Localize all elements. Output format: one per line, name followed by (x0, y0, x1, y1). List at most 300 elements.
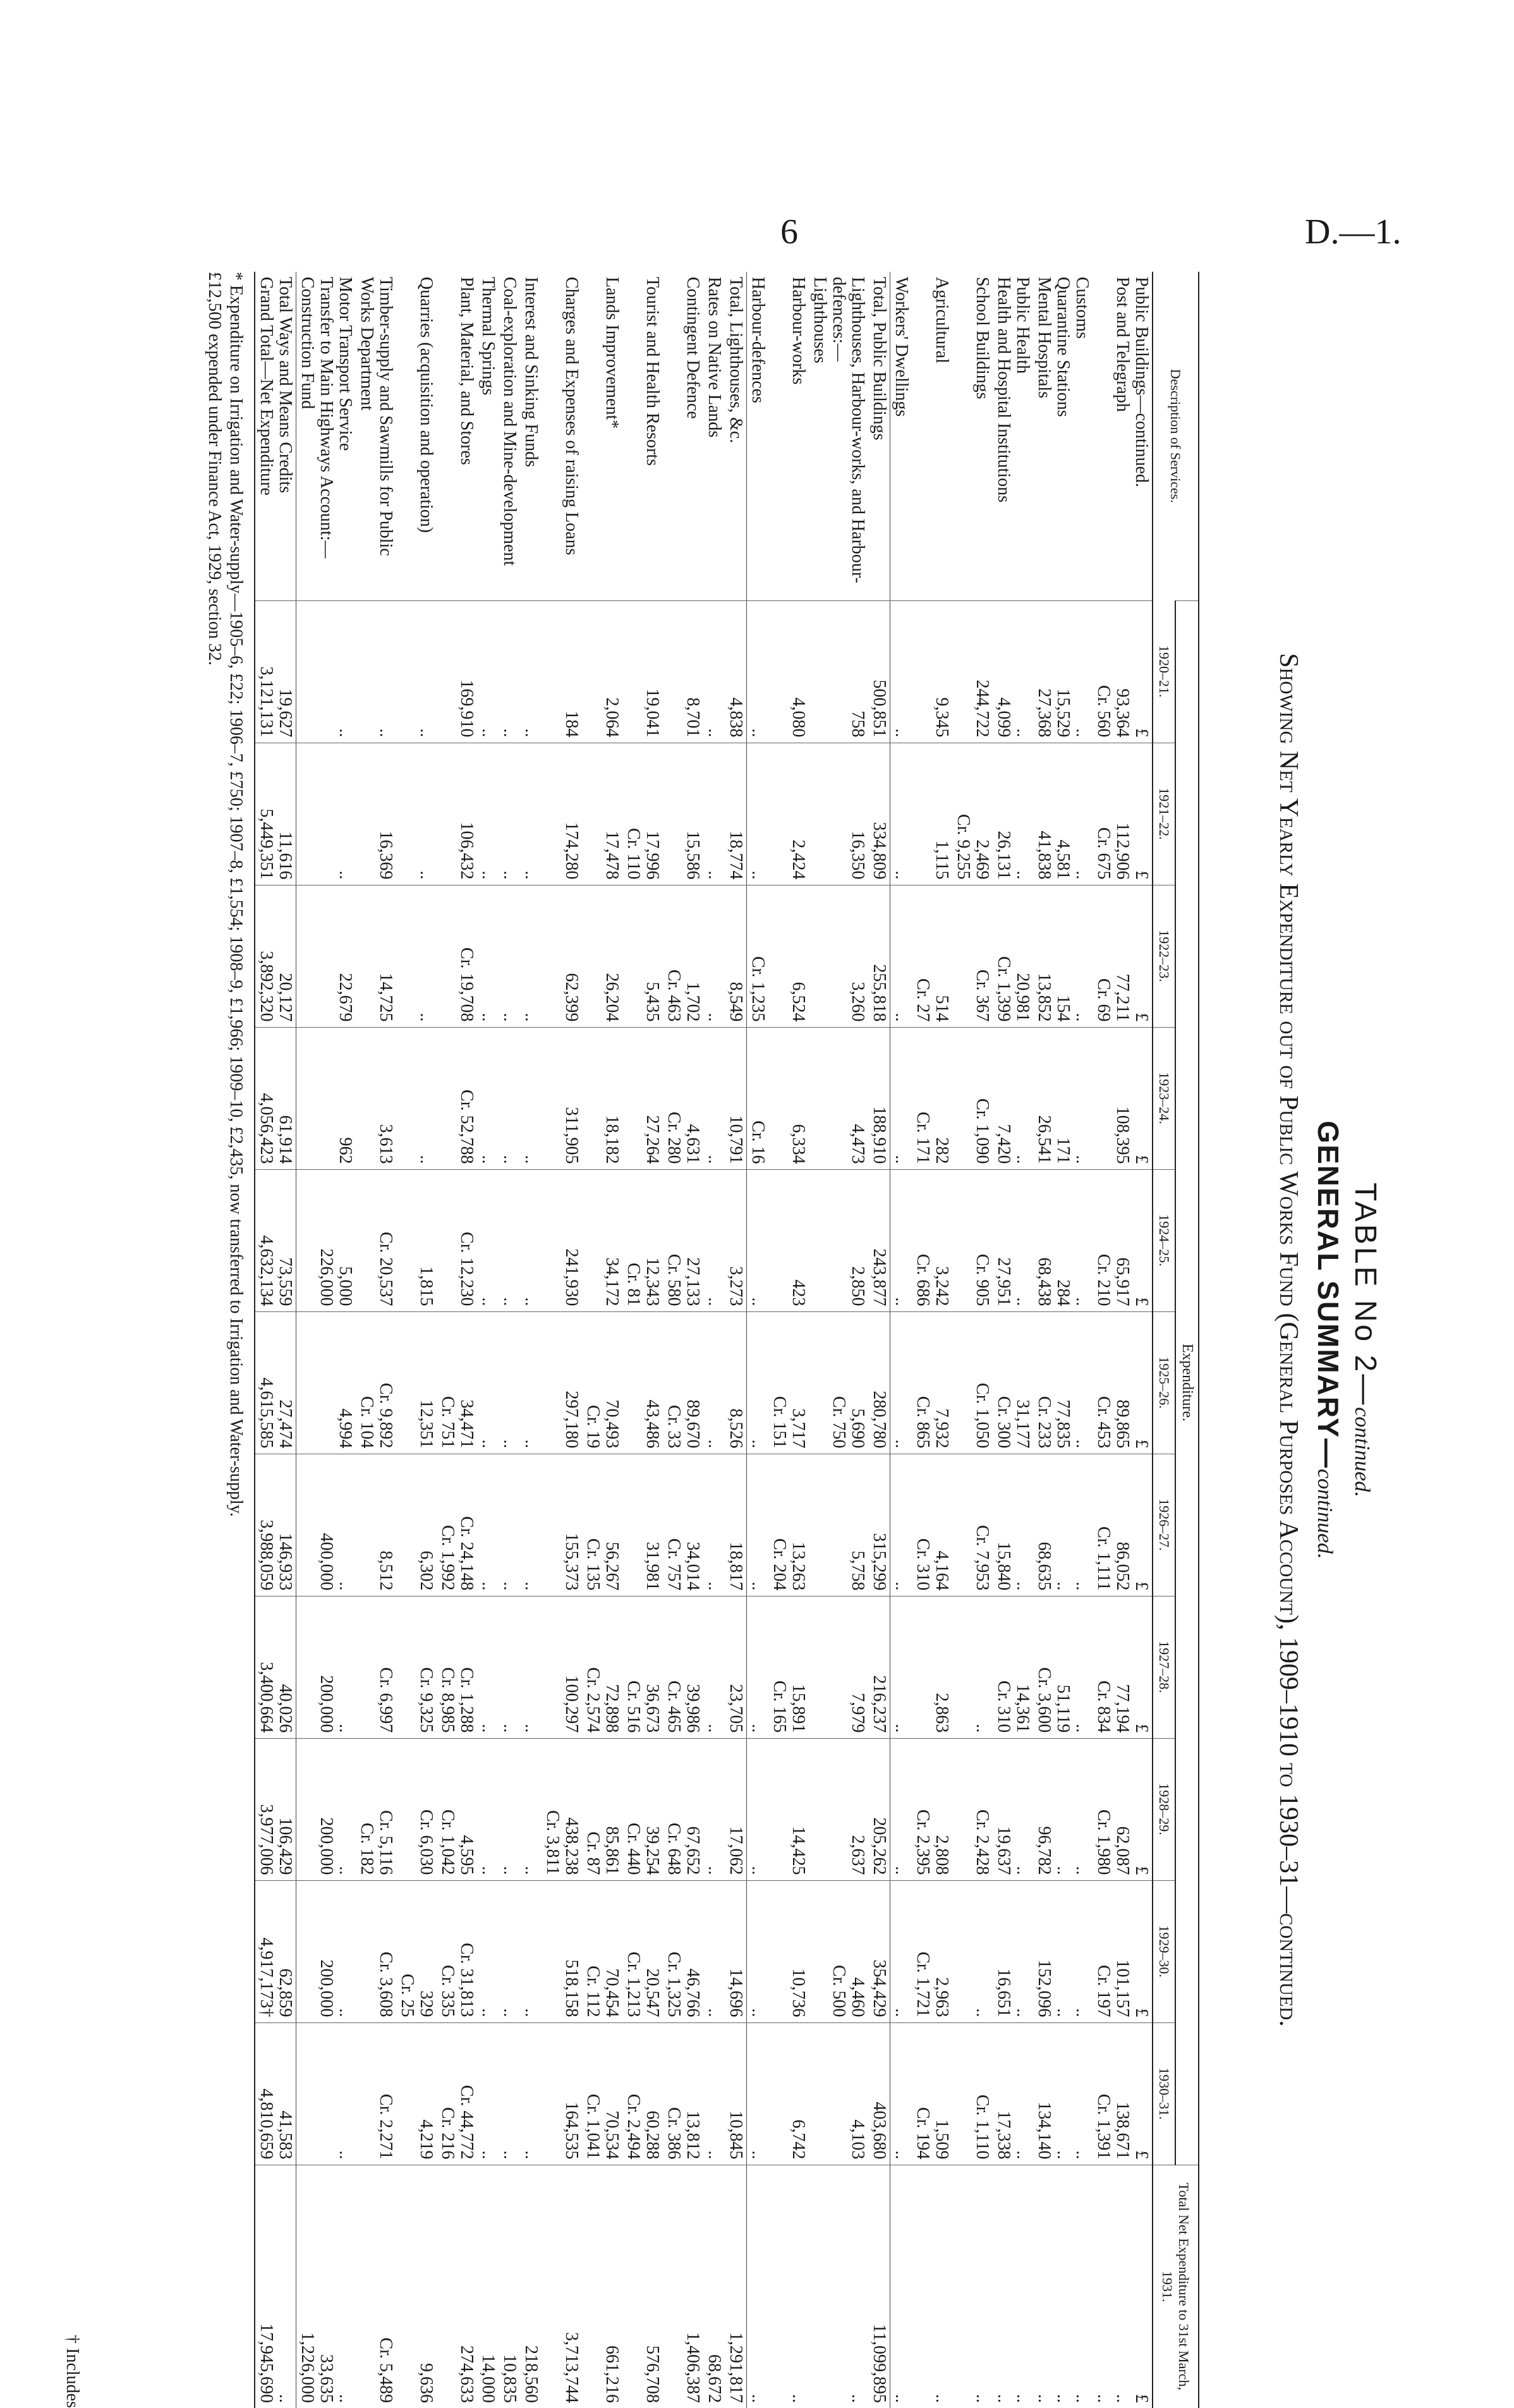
year-cell: 311,905 (542, 1027, 582, 1169)
year-cell: .. (520, 2022, 542, 2165)
year-cell: .. (477, 1454, 499, 1596)
year-cell: .. (520, 1880, 542, 2022)
year-cell: 4,994 (296, 1311, 356, 1454)
table-title: TABLE No 2—continued. (1348, 1183, 1382, 1497)
row-description: Contingent Defence (683, 277, 703, 419)
total-cell: £ .. .. (1093, 2165, 1153, 2408)
table-row (663, 272, 703, 2408)
year-cell: .. (747, 1311, 769, 1454)
total-cell: .. (809, 2165, 868, 2408)
year-cell: 3,717 Cr. 151 (768, 1311, 809, 1454)
year-cell: 4,595 Cr. 1,042 (437, 1738, 477, 1880)
year-cell: .. (477, 1596, 499, 1738)
year-cell: 6,742 (768, 2022, 809, 2165)
total-cell: 3,713,744 (542, 2165, 582, 2408)
year-cell: £ 77,211 Cr. 69 (1093, 885, 1153, 1027)
year-cell: .. (296, 2022, 356, 2165)
year-cell: 4,164 Cr. 310 (912, 1454, 952, 1596)
year-cell: .. (703, 1454, 725, 1596)
year-cell: 22,679 (296, 885, 356, 1027)
year-header: 1923–24. (1153, 1027, 1175, 1169)
year-cell: 14,361 Cr. 310 (993, 1596, 1033, 1738)
year-cell: 315,299 (868, 1454, 890, 1596)
year-cell: .. 16,651 (993, 1880, 1033, 2022)
year-cell: 39,254 Cr. 440 (622, 1738, 663, 1880)
row-description: Motor Transport Service Transfer to Main Highways Account:— Construction Fund (298, 277, 355, 559)
year-cell: 27,133 Cr. 580 (663, 1169, 703, 1311)
year-cell: Cr. 7,953 (952, 1454, 993, 1596)
year-cell: .. (747, 743, 769, 885)
table-row (356, 272, 396, 2408)
year-cell: .. 27,951 (993, 1169, 1033, 1311)
year-cell: 31,981 (622, 1454, 663, 1596)
year-cell: .. 200,000 (296, 1738, 356, 1880)
table-row (993, 272, 1033, 2408)
table-row (437, 272, 477, 2408)
year-cell: 8,526 (725, 1311, 747, 1454)
year-cell: 518,158 (542, 1880, 582, 2022)
year-cell: .. (296, 743, 356, 885)
total-cell: .. .. (993, 2165, 1033, 2408)
year-header: 1921–22. (1153, 743, 1175, 885)
year-cell: .. (520, 743, 542, 885)
rotated-table-page (63, 272, 1389, 2408)
year-cell: 20,547 Cr. 1,213 (622, 1880, 663, 2022)
footnotes (203, 272, 246, 2408)
year-cell: 174,280 (542, 743, 582, 885)
year-cell: .. (703, 2022, 725, 2165)
table-row (255, 272, 296, 2408)
year-cell: £ 108,395 (1093, 1027, 1153, 1169)
total-cell: 10,835 (499, 2165, 520, 2408)
year-cell: .. (499, 1738, 520, 1880)
year-cell: 61,914 4,056,423 (255, 1027, 296, 1169)
year-cell: 354,429 (868, 1880, 890, 2022)
year-cell: 14,725 (356, 885, 396, 1027)
year-cell: 13,812 Cr. 386 (663, 2022, 703, 2165)
year-cell: .. (703, 1880, 725, 2022)
year-cell: 60,288 Cr. 2,494 (622, 2022, 663, 2165)
year-cell: 18,182 (582, 1027, 622, 1169)
year-cell: .. (396, 743, 437, 885)
year-cell: 18,774 (725, 743, 747, 885)
row-description: Coal-exploration and Mine-development (500, 277, 519, 566)
row-description: Workers' Dwellings (892, 277, 911, 417)
year-cell: Cr. 20,537 (356, 1169, 396, 1311)
year-cell: 67,652 Cr. 648 (663, 1738, 703, 1880)
row-description: Charges and Expenses of raising Loans (562, 277, 581, 556)
year-cell: 2,808 Cr. 2,395 (912, 1738, 952, 1880)
expenditure-table (254, 272, 1199, 2408)
row-description: Customs Quarantine Stations Mental Hospitals (1034, 277, 1092, 417)
year-cell: 3,260 (809, 885, 868, 1027)
year-cell: .. (747, 600, 769, 743)
expenditure-header: Expenditure. (1175, 600, 1199, 2165)
year-cell: 282 Cr. 171 (912, 1027, 952, 1169)
year-cell: 4,103 (809, 2022, 868, 2165)
year-cell: 10,736 (768, 1880, 809, 2022)
year-cell: 4,460 Cr. 500 (809, 1880, 868, 2022)
year-cell: .. (703, 885, 725, 1027)
year-cell: 2,963 Cr. 1,721 (912, 1880, 952, 2022)
year-cell: .. (747, 1596, 769, 1738)
year-cell: 70,534 Cr. 1,041 (582, 2022, 622, 2165)
year-header: 1920–21. (1153, 600, 1175, 743)
year-cell: 297,180 (542, 1311, 582, 1454)
year-cell: .. 4,099 (993, 600, 1033, 743)
table-row (622, 272, 663, 2408)
total-cell: 1,406,387 (663, 2165, 703, 2408)
table-row (952, 272, 993, 2408)
year-cell: .. (477, 1880, 499, 2022)
page-code: D.—1. (1305, 212, 1402, 252)
year-cell: .. 15,529 27,368 (1033, 600, 1093, 743)
year-cell: 155,373 (542, 1454, 582, 1596)
year-cell: 438,238 Cr. 3,811 (542, 1738, 582, 1880)
year-cell: 164,535 (542, 2022, 582, 2165)
year-cell: 4,631 Cr. 280 (663, 1027, 703, 1169)
table-row (747, 272, 769, 2408)
year-cell: 10,845 (725, 2022, 747, 2165)
year-cell: .. (396, 885, 437, 1027)
year-cell: £ 65,917 Cr. 210 (1093, 1169, 1153, 1311)
year-cell: .. 7,420 (993, 1027, 1033, 1169)
total-cell: .. (747, 2165, 769, 2408)
year-cell: 184 (542, 600, 582, 743)
year-cell: 243,877 (868, 1169, 890, 1311)
year-cell: 70,454 Cr. 112 (582, 1880, 622, 2022)
year-cell: .. (703, 1311, 725, 1454)
year-cell: .. 284 68,438 (1033, 1169, 1093, 1311)
year-cell: .. (520, 1596, 542, 1738)
total-cell: 9,636 (396, 2165, 437, 2408)
total-cell: 576,708 (622, 2165, 663, 2408)
year-cell: 244,722 (952, 600, 993, 743)
year-cell: .. (356, 600, 396, 743)
year-cell: 56,267 Cr. 135 (582, 1454, 622, 1596)
year-cell: 72,898 Cr. 2,574 (582, 1596, 622, 1738)
total-cell: 68,672 (703, 2165, 725, 2408)
year-cell: 20,127 3,892,320 (255, 885, 296, 1027)
year-cell: 2,469 Cr. 9,255 (952, 743, 993, 885)
year-cell: 6,302 (396, 1454, 437, 1596)
year-cell: 106,429 3,977,006 (255, 1738, 296, 1880)
total-cell: .. (952, 2165, 993, 2408)
year-header: 1927–28. (1153, 1596, 1175, 1738)
year-cell: .. (520, 600, 542, 743)
table-row (768, 272, 809, 2408)
year-cell: 62,859 4,917,173† (255, 1880, 296, 2022)
year-cell: 27,474 4,615,585 (255, 1311, 296, 1454)
year-cell: .. (703, 1738, 725, 1880)
table-row (703, 272, 725, 2408)
total-cell: 274,633 (437, 2165, 477, 2408)
year-cell: Cr. 44,772 Cr. 216 (437, 2022, 477, 2165)
year-cell: .. 154 13,852 (1033, 885, 1093, 1027)
year-cell: 34,172 (582, 1169, 622, 1311)
year-header: 1926–27. (1153, 1454, 1175, 1596)
year-cell: Cr. 2,428 (952, 1738, 993, 1880)
year-cell: .. (703, 1169, 725, 1311)
year-cell: 2,637 (809, 1738, 868, 1880)
year-cell: 1,115 (912, 743, 952, 885)
year-cell: 31,177 Cr. 300 (993, 1311, 1033, 1454)
year-cell: 1,509 Cr. 194 (912, 2022, 952, 2165)
year-cell: 7,979 (809, 1596, 868, 1738)
row-description: School Buildings (972, 277, 992, 399)
total-cell: 11,099,895 (868, 2165, 890, 2408)
year-cell: .. (520, 1169, 542, 1311)
table-row (520, 272, 542, 2408)
total-cell: .. (912, 2165, 952, 2408)
year-cell: £ 77,194 Cr. 834 (1093, 1596, 1153, 1738)
year-cell: 1,702 Cr. 463 (663, 885, 703, 1027)
year-cell: Cr. 9,325 (396, 1596, 437, 1738)
year-cell: 100,297 (542, 1596, 582, 1738)
year-cell: 89,670 Cr. 33 (663, 1311, 703, 1454)
year-cell: 2,863 (912, 1596, 952, 1738)
year-cell: .. (477, 743, 499, 885)
year-cell: 106,432 (437, 743, 477, 885)
table-row (296, 272, 356, 2408)
year-cell: 11,616 5,449,351 (255, 743, 296, 885)
year-cell: .. (499, 1169, 520, 1311)
year-cell: Cr. 31,813 Cr. 335 (437, 1880, 477, 2022)
year-cell: 8,512 (356, 1454, 396, 1596)
year-cell: 188,910 (868, 1027, 890, 1169)
year-cell: .. (499, 885, 520, 1027)
year-cell: 16,350 (809, 743, 868, 885)
year-cell: .. 4,581 41,838 (1033, 743, 1093, 885)
year-cell: 423 (768, 1169, 809, 1311)
footnote-finance-act: £12,500 expended under Finance Act, 1929, section 32. (205, 272, 224, 666)
year-cell: Cr. 1,288 Cr. 8,985 (437, 1596, 477, 1738)
year-header: 1930–31. (1153, 2022, 1175, 2165)
year-cell: 15,586 (663, 743, 703, 885)
table-row (912, 272, 952, 2408)
year-header: 1928–29. (1153, 1738, 1175, 1880)
year-cell: 16,369 (356, 743, 396, 885)
page-number: 6 (780, 212, 798, 252)
year-cell: .. (499, 1596, 520, 1738)
year-cell: .. (890, 1880, 912, 2022)
year-header: 1922–23. (1153, 885, 1175, 1027)
year-cell: 13,263 Cr. 204 (768, 1454, 809, 1596)
year-cell: .. 200,000 (296, 1596, 356, 1738)
year-cell: 27,264 (622, 1027, 663, 1169)
year-cell: .. (703, 1027, 725, 1169)
total-cell: .. (768, 2165, 809, 2408)
year-cell: .. (477, 1169, 499, 1311)
total-cell: .. .. .. (1033, 2165, 1093, 2408)
year-cell: .. (952, 1596, 993, 1738)
year-cell: Cr. 2,271 (356, 2022, 396, 2165)
year-cell: 5,758 (809, 1454, 868, 1596)
year-cell: 5,690 Cr. 750 (809, 1311, 868, 1454)
year-cell: 500,851 (868, 600, 890, 743)
total-cell: 218,560 (520, 2165, 542, 2408)
year-cell: 7,932 Cr. 865 (912, 1311, 952, 1454)
year-cell: 758 (809, 600, 868, 743)
year-cell: .. .. 96,782 (1033, 1738, 1093, 1880)
year-cell: .. (520, 885, 542, 1027)
year-cell: 85,861 Cr. 87 (582, 1738, 622, 1880)
year-cell: .. (747, 1454, 769, 1596)
year-cell: .. (890, 1596, 912, 1738)
year-cell: 146,933 3,988,059 (255, 1454, 296, 1596)
year-cell: .. (477, 1027, 499, 1169)
year-cell: .. 15,840 (993, 1454, 1033, 1596)
year-cell: .. (477, 885, 499, 1027)
year-header: 1924–25. (1153, 1169, 1175, 1311)
year-cell: 19,627 3,121,131 (255, 600, 296, 743)
year-cell: 73,559 4,632,134 (255, 1169, 296, 1311)
total-cell: Cr. 5,489 (356, 2165, 396, 2408)
year-cell: Cr. 367 (952, 885, 993, 1027)
year-cell: £ 101,157 Cr. 197 (1093, 1880, 1153, 2022)
year-cell: Cr. 9,892 Cr. 104 (356, 1311, 396, 1454)
year-cell: .. 77,835 Cr. 233 (1033, 1311, 1093, 1454)
year-header: 1929–30. (1153, 1880, 1175, 2022)
year-cell: Cr. 19,708 (437, 885, 477, 1027)
year-cell: .. (747, 1738, 769, 1880)
year-cell: 2,424 (768, 743, 809, 885)
row-description: Harbour-works (789, 277, 808, 385)
year-cell: .. (747, 1169, 769, 1311)
year-cell: 41,583 4,810,659 (255, 2022, 296, 2165)
table-subtitle: GENERAL SUMMARY—continued. (1312, 1121, 1345, 1559)
total-cell: 14,000 (477, 2165, 499, 2408)
table-row (1093, 272, 1153, 2408)
year-cell: .. (296, 600, 356, 743)
year-cell: .. (890, 2022, 912, 2165)
row-description: Total Ways and Means Credits Grand Total—Net Expenditure (255, 272, 296, 600)
table-heading (1199, 272, 1389, 2408)
year-cell: .. (952, 1880, 993, 2022)
row-description: Harbour-defences (748, 277, 768, 403)
year-cell: .. (703, 600, 725, 743)
year-cell: 10,791 (725, 1027, 747, 1169)
year-cell: 514 Cr. 27 (912, 885, 952, 1027)
year-cell: Cr. 1,050 (952, 1311, 993, 1454)
year-cell: 4,219 (396, 2022, 437, 2165)
table-row (396, 272, 437, 2408)
year-cell: 3,273 (725, 1169, 747, 1311)
year-cell: 280,780 (868, 1311, 890, 1454)
row-description: Lands Improvement* (602, 277, 622, 429)
year-cell: .. (890, 1027, 912, 1169)
year-cell: .. .. 68,635 (1033, 1454, 1093, 1596)
desc-header: Description of Services. (1153, 272, 1199, 600)
year-cell: 2,064 (582, 600, 622, 743)
year-cell: .. (396, 1027, 437, 1169)
year-cell: .. (477, 2022, 499, 2165)
table-description: Showing Net Yearly Expenditure out of Public Works Fund (General Purposes Account), 1909–1910 to 1930–31—continued. (1274, 653, 1303, 2027)
year-cell: 6,524 (768, 885, 809, 1027)
year-cell: 34,471 Cr. 751 (437, 1311, 477, 1454)
year-cell: Cr. 6,030 (396, 1738, 437, 1880)
year-cell: .. (499, 1027, 520, 1169)
year-cell: 14,696 (725, 1880, 747, 2022)
row-description: Interest and Sinking Funds (521, 277, 541, 467)
year-cell: 4,080 (768, 600, 809, 743)
year-cell: 8,701 (663, 600, 703, 743)
year-cell: 15,891 Cr. 165 (768, 1596, 809, 1738)
table-row (542, 272, 582, 2408)
year-cell: .. (477, 600, 499, 743)
year-cell: .. (520, 1311, 542, 1454)
year-cell: .. (520, 1454, 542, 1596)
year-cell: .. (396, 600, 437, 743)
year-cell: 329 Cr. 25 (396, 1880, 437, 2022)
year-cell: .. .. 134,140 (1033, 2022, 1093, 2165)
year-cell: 5,435 (622, 885, 663, 1027)
year-cell: 241,930 (542, 1169, 582, 1311)
row-description: Thermal Springs (478, 277, 498, 396)
year-cell: .. (703, 1596, 725, 1738)
year-cell: .. 200,000 (296, 1880, 356, 2022)
year-cell: .. 51,119 Cr. 3,600 (1033, 1596, 1093, 1738)
total-cell: .. (890, 2165, 912, 2408)
table-row (725, 272, 747, 2408)
year-cell: 70,493 Cr. 19 (582, 1311, 622, 1454)
year-cell: £ 112,906 Cr. 675 (1093, 743, 1153, 885)
year-cell: 36,673 Cr. 516 (622, 1596, 663, 1738)
year-cell: Cr. 52,788 (437, 1027, 477, 1169)
year-cell: 62,399 (542, 885, 582, 1027)
year-cell: .. (499, 600, 520, 743)
footnote-irrigation: * Expenditure on Irrigation and Water-supply—1905–6, £22; 1906–7, £750; 1907–8, £1,554; 1908–9, £1,966; 1909–10, £2,435, now transferred to Irrigation and Water-supply. (226, 272, 246, 1517)
year-cell: .. 19,637 (993, 1738, 1033, 1880)
year-cell: 12,351 (396, 1311, 437, 1454)
year-cell: Cr. 3,608 (356, 1880, 396, 2022)
year-cell: 3,242 Cr. 686 (912, 1169, 952, 1311)
year-cell: 3,613 (356, 1027, 396, 1169)
row-description: Public Health Health and Hospital Institutions (994, 277, 1033, 502)
year-cell: 17,062 (725, 1738, 747, 1880)
table-row (477, 272, 499, 2408)
year-cell: 962 (296, 1027, 356, 1169)
year-cell: 216,237 (868, 1596, 890, 1738)
year-cell: 9,345 (912, 600, 952, 743)
year-cell: 40,026 3,400,664 (255, 1596, 296, 1738)
year-cell: 14,425 (768, 1738, 809, 1880)
year-cell: 46,766 Cr. 1,325 (663, 1880, 703, 2022)
row-description: Total, Lighthouses, &c. (725, 272, 747, 600)
year-cell: £ 93,364 Cr. 560 (1093, 600, 1153, 743)
total-cell: 661,216 (582, 2165, 622, 2408)
year-cell: .. (477, 1311, 499, 1454)
year-cell: 17,478 (582, 743, 622, 885)
table-row (1033, 272, 1093, 2408)
year-cell: 4,473 (809, 1027, 868, 1169)
year-cell: .. (890, 600, 912, 743)
row-description: Plant, Material, and Stores (457, 277, 476, 465)
year-cell: .. (520, 1027, 542, 1169)
row-description: Total, Public Buildings (868, 272, 890, 600)
year-cell: Cr. 1,235 (747, 885, 769, 1027)
year-cell: 39,986 Cr. 465 (663, 1596, 703, 1738)
year-cell: £ 89,865 Cr. 453 (1093, 1311, 1153, 1454)
year-cell: 6,334 (768, 1027, 809, 1169)
year-cell: 2,850 (809, 1169, 868, 1311)
year-cell: 34,014 Cr. 757 (663, 1454, 703, 1596)
year-cell: Cr. 905 (952, 1169, 993, 1311)
year-cell: .. (890, 885, 912, 1027)
year-cell: .. (747, 2022, 769, 2165)
year-cell: £ 62,087 Cr. 1,980 (1093, 1738, 1153, 1880)
year-cell: .. 17,338 (993, 2022, 1033, 2165)
